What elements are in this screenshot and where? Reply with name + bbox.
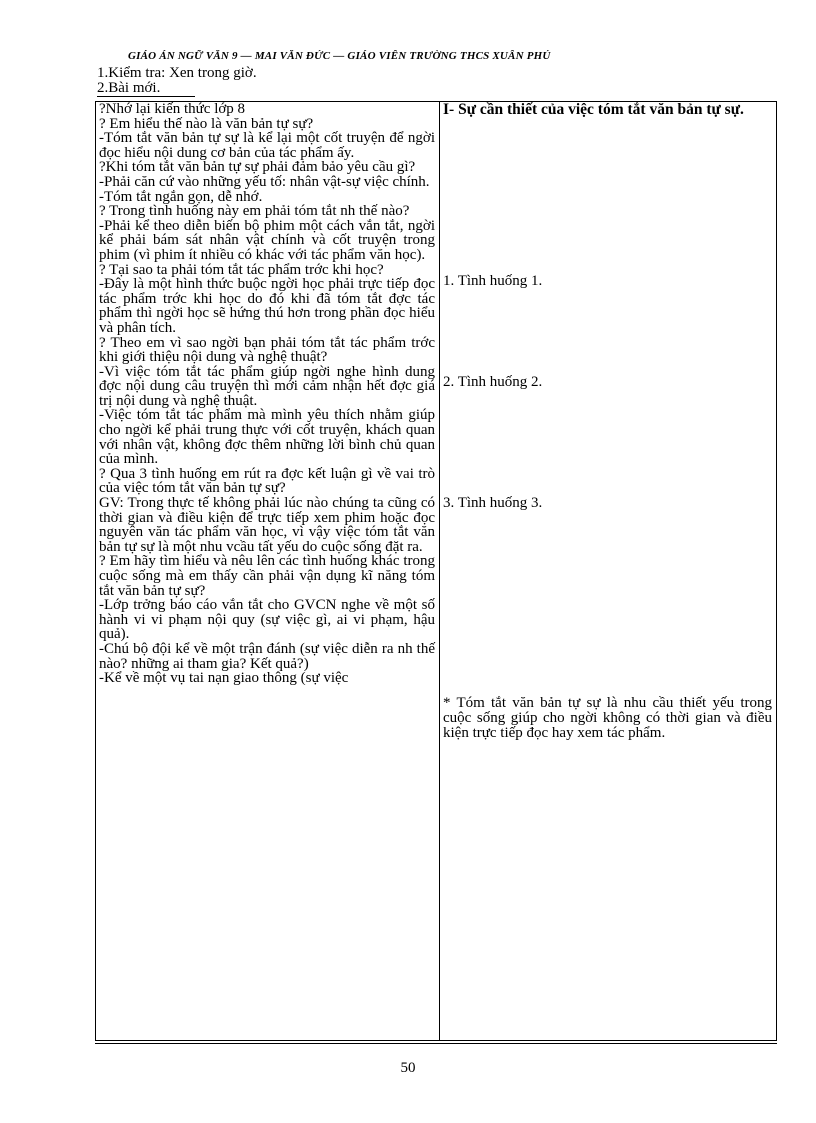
left-line: GV: Trong thực tế không phải lúc nào chúng ta cũng có thời gian và điều kiện để trực tiếp xem phim hoặc đọc nguyên văn tác phẩm văn học, vì vậy việc tóm tắt văn bản tự sự là một nhu vcầu tất yếu do cuộc sống đặt ra. — [99, 495, 435, 555]
section-heading: I- Sự cần thiết của việc tóm tắt văn bản tự sự. — [443, 101, 744, 118]
left-line: ? Em hãy tìm hiểu và nêu lên các tình huống khác trong cuộc sống mà em thấy cần phải vận dụng kĩ năng tóm tắt văn bản tự sự? — [99, 553, 435, 599]
situation-3: 3. Tình huống 3. — [443, 495, 543, 511]
left-line: -Việc tóm tắt tác phẩm mà mình yêu thích nhằm giúp cho ngời kể phải trung thực với cốt truyện, khách quan với nhân vật, không đợc thêm những lời bình chủ quan của mình. — [99, 407, 435, 468]
left-line: ? Qua 3 tình huống em rút ra đợc kết luận gì về vai trò của việc tóm tắt văn bản tự sự? — [99, 465, 435, 497]
teacher-student-column — [96, 102, 440, 1041]
left-line: -Vì việc tóm tắt tác phẩm giúp ngời nghe hình dung đợc nội dung câu truyện thì mới cảm nhận hết đợc giá trị nội dung và nghệ thuật. — [99, 363, 435, 409]
left-line: ?Khi tóm tắt văn bản tự sự phải đảm bảo yêu cầu gì? — [99, 159, 416, 176]
situation-1: 1. Tình huống 1. — [443, 273, 543, 289]
left-line: ?Nhớ lại kiến thức lớp 8 — [99, 101, 246, 117]
left-line: -Đây là một hình thức buộc ngời học phải trực tiếp đọc tác phẩm trớc khi học do đó khi đã tóm tắt đợc tác phẩm thì ngời học sẽ hứng thú hơn trong phần đọc hiểu và phân tích. — [99, 276, 435, 336]
left-line: -Kể về một vụ tai nạn giao thông (sự việc — [99, 670, 349, 687]
situation-2: 2. Tình huống 2. — [443, 374, 543, 390]
left-line: ? Em hiểu thế nào là văn bản tự sự? — [99, 115, 314, 132]
intro-new-lesson-line: 2.Bài mới. — [97, 81, 195, 97]
left-line: -Tóm tắt ngắn gọn, dễ nhớ. — [99, 188, 263, 205]
left-line: ? Trong tình huống này em phải tóm tắt nh thế nào? — [99, 203, 410, 220]
page-header: GIÁO ÁN NGỮ VĂN 9 — MAI VĂN ĐỨC — GIÁO VIÊN TRƯỜNG THCS XUÂN PHÚ — [128, 50, 551, 62]
left-line: ? Theo em vì sao ngời bạn phải tóm tắt tác phẩm trớc khi giới thiệu nội dung và nghệ thuật? — [99, 334, 435, 366]
left-line: -Phải căn cứ vào những yếu tố: nhân vật-sự việc chính. — [99, 173, 430, 190]
conclusion-text: * Tóm tắt văn bản tự sự là nhu cầu thiết yếu trong cuộc sống giúp cho ngời không có thời gian và điều kiện trực tiếp đọc hay xem tác phẩm. — [443, 695, 772, 741]
intro-section — [97, 66, 437, 97]
left-line: -Phải kể theo diễn biến bộ phim một cách vắn tắt, ngời kể phải bám sát nhân vật chính và cốt truyện trong phim (vì phim ít nhiều có khác với tác phẩm văn học). — [99, 217, 435, 263]
footer-divider — [95, 1043, 777, 1044]
left-line: -Chú bộ đội kể về một trận đánh (sự việc diễn ra nh thế nào? những ai tham gia? Kết quả?) — [99, 640, 435, 672]
lesson-table — [95, 101, 777, 1041]
left-line: ? Tại sao ta phải tóm tắt tác phẩm trớc khi học? — [99, 261, 384, 278]
content-column — [440, 102, 777, 1041]
intro-check-line: 1.Kiểm tra: Xen trong giờ. — [97, 65, 257, 81]
page-number: 50 — [400, 1060, 416, 1076]
left-line: -Lớp trởng báo cáo vắn tắt cho GVCN nghe về một số hành vi vi phạm nội quy (sự việc gì, ai vi phạm, hậu quả). — [99, 597, 435, 643]
left-line: -Tóm tắt văn bản tự sự là kể lại một cốt truyện để ngời đọc hiểu nội dung cơ bản của tác phẩm ấy. — [99, 130, 435, 161]
